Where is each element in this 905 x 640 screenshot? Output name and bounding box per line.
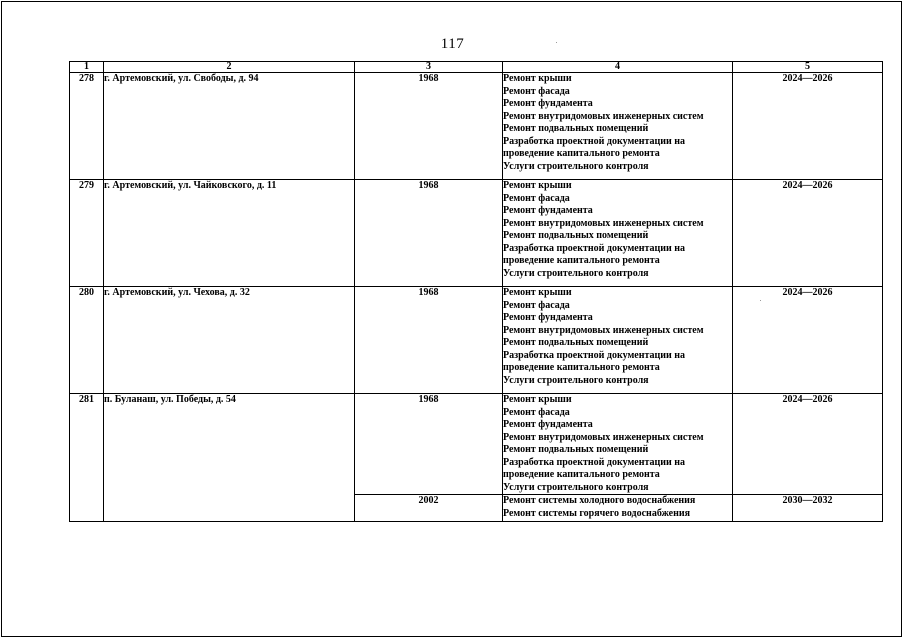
work-item: Услуги строительного контроля <box>503 374 649 386</box>
works-cell <box>503 73 733 180</box>
work-item: Ремонт крыши <box>503 287 572 298</box>
work-item: Разработка проектной документации на <box>503 349 686 361</box>
work-item: Ремонт фундамента <box>503 205 593 216</box>
work-item: Ремонт фасада <box>503 192 570 204</box>
work-item: Ремонт крыши <box>503 73 572 84</box>
year-cell: 1968 <box>355 73 503 180</box>
year-cell: 1968 <box>355 287 503 394</box>
address-cell: п. Буланаш, ул. Победы, д. 54 <box>104 394 355 522</box>
column-number: 4 <box>503 62 733 73</box>
work-item: Ремонт системы холодного водоснабжения <box>503 495 696 506</box>
work-item: Ремонт фундамента <box>503 98 593 109</box>
period-cell: 2024—2026 <box>733 287 883 394</box>
works-cell <box>503 180 733 287</box>
address-cell: г. Артемовский, ул. Свободы, д. 94 <box>104 73 355 180</box>
work-item: Ремонт фасада <box>503 406 570 418</box>
work-item: Ремонт фасада <box>503 299 570 311</box>
work-item: Разработка проектной документации на <box>503 456 686 468</box>
work-item: Ремонт внутридомовых инженерных систем <box>503 217 704 229</box>
work-item: Услуги строительного контроля <box>503 160 649 172</box>
work-item: проведение капитального ремонта <box>503 469 660 480</box>
year-cell: 2002 <box>355 495 503 522</box>
work-item: Ремонт крыши <box>503 394 572 405</box>
scan-speck <box>556 42 557 43</box>
period-cell: 2024—2026 <box>733 73 883 180</box>
address-cell: г. Артемовский, ул. Чехова, д. 32 <box>104 287 355 394</box>
works-cell <box>503 394 733 495</box>
work-item: проведение капитального ремонта <box>503 255 660 266</box>
registry-table <box>69 61 883 522</box>
row-number: 281 <box>70 394 104 522</box>
period-cell: 2030—2032 <box>733 495 883 522</box>
period-cell: 2024—2026 <box>733 394 883 495</box>
work-item: Услуги строительного контроля <box>503 481 649 493</box>
work-item: Ремонт подвальных помещений <box>503 337 649 348</box>
page-number: 117 <box>440 36 465 52</box>
work-item: проведение капитального ремонта <box>503 148 660 159</box>
work-item: Ремонт подвальных помещений <box>503 444 649 455</box>
column-number: 1 <box>70 62 104 73</box>
work-item: Ремонт подвальных помещений <box>503 230 649 241</box>
column-number: 5 <box>733 62 883 73</box>
work-item: Ремонт внутридомовых инженерных систем <box>503 110 704 122</box>
work-item: Ремонт фасада <box>503 85 570 97</box>
table-row <box>70 394 883 495</box>
year-cell: 1968 <box>355 180 503 287</box>
period-cell: 2024—2026 <box>733 180 883 287</box>
work-item: Ремонт внутридомовых инженерных систем <box>503 431 704 443</box>
work-item: Ремонт системы горячего водоснабжения <box>503 507 691 519</box>
work-item: проведение капитального ремонта <box>503 362 660 373</box>
table-row <box>70 73 883 180</box>
work-item: Разработка проектной документации на <box>503 242 686 254</box>
work-item: Ремонт подвальных помещений <box>503 123 649 134</box>
work-item: Услуги строительного контроля <box>503 267 649 279</box>
column-number: 2 <box>104 62 355 73</box>
column-number: 3 <box>355 62 503 73</box>
table-row <box>70 287 883 394</box>
address-cell: г. Артемовский, ул. Чайковского, д. 11 <box>104 180 355 287</box>
row-number: 279 <box>70 180 104 287</box>
works-cell <box>503 287 733 394</box>
row-number: 278 <box>70 73 104 180</box>
work-item: Ремонт фундамента <box>503 419 593 430</box>
work-item: Ремонт крыши <box>503 180 572 191</box>
year-cell: 1968 <box>355 394 503 495</box>
table-row <box>70 180 883 287</box>
row-number: 280 <box>70 287 104 394</box>
work-item: Ремонт внутридомовых инженерных систем <box>503 324 704 336</box>
work-item: Ремонт фундамента <box>503 312 593 323</box>
works-cell <box>503 495 733 522</box>
column-number-row <box>70 62 883 73</box>
work-item: Разработка проектной документации на <box>503 135 686 147</box>
